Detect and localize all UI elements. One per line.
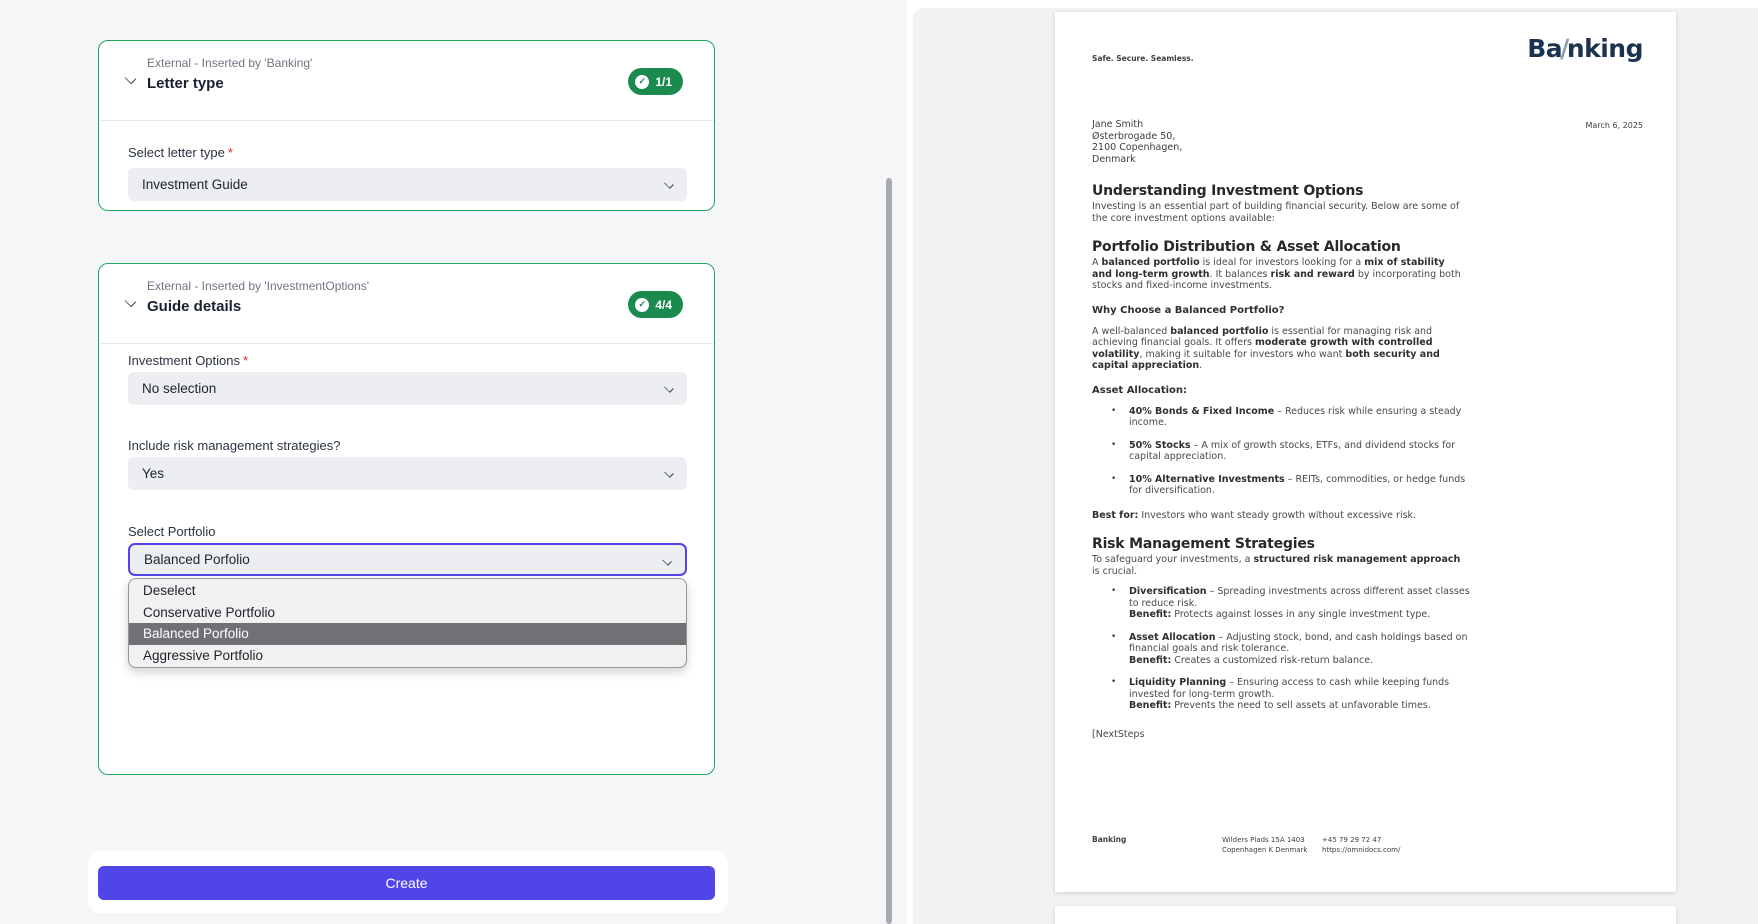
check-circle-icon: ✓ [635, 298, 649, 312]
doc-heading-portfolio: Portfolio Distribution & Asset Allocation [1092, 239, 1401, 255]
doc-subheading-asset-allocation: Asset Allocation: [1092, 384, 1188, 396]
list-item: • 40% Bonds & Fixed Income – Reduces risk while ensuring a steady income. [1092, 406, 1470, 429]
document-page [1055, 12, 1676, 892]
risk-strategies-label: Include risk management strategies? [128, 438, 341, 453]
create-button[interactable]: Create [98, 866, 715, 900]
risk-strategies-list [1092, 586, 1470, 712]
section-guide-details [98, 263, 715, 775]
doc-paragraph: A well-balanced balanced portfolio is essential for managing risk and achieving financial goals. It offers moderate growth with controlled volatility, making it suitable for investors who want both security and capital appreciation. [1092, 325, 1440, 371]
select-portfolio-label: Select Portfolio [128, 524, 216, 539]
dropdown-option-balanced[interactable]: Balanced Porfolio [129, 623, 686, 645]
chevron-down-icon[interactable] [125, 72, 137, 84]
doc-heading-understanding: Understanding Investment Options [1092, 183, 1364, 199]
portfolio-dropdown-menu [128, 578, 687, 668]
list-item: • 50% Stocks – A mix of growth stocks, ETFs, and dividend stocks for capital appreciation. [1092, 440, 1470, 463]
risk-strategies-value: Yes [142, 466, 165, 481]
check-circle-icon: ✓ [635, 75, 649, 89]
section-title: Guide details [147, 298, 242, 315]
recipient-address: Jane Smith Østerbrogade 50, 2100 Copenhagen, Denmark [1092, 119, 1183, 165]
asset-allocation-list [1092, 406, 1470, 497]
chevron-down-icon [662, 557, 672, 565]
doc-paragraph-best-for: Best for: Investors who want steady growth without excessive risk. [1092, 509, 1417, 521]
status-badge [628, 291, 683, 318]
doc-paragraph: To safeguard your investments, a structured risk management approach is crucial. [1092, 554, 1461, 577]
doc-heading-risk: Risk Management Strategies [1092, 536, 1315, 552]
doc-paragraph: A balanced portfolio is ideal for investors looking for a mix of stability and long-term growth. It balances risk and reward by incorporating both stocks and fixed-income investments. [1092, 257, 1461, 291]
banking-logo: Ba∕nking [1527, 34, 1643, 63]
section-letter-type [98, 40, 715, 211]
divider [99, 120, 714, 121]
dropdown-option-deselect[interactable]: Deselect [143, 583, 196, 599]
badge-count: 1/1 [655, 74, 672, 89]
select-portfolio-select[interactable] [128, 543, 687, 576]
letter-type-label: Select letter type * [128, 145, 233, 160]
create-button-container [88, 851, 728, 913]
investment-options-label: Investment Options * [128, 353, 249, 368]
select-portfolio-value: Balanced Porfolio [144, 552, 250, 567]
logo-slash-icon: ∕ [1560, 34, 1569, 63]
letter-type-select[interactable] [128, 168, 687, 201]
required-asterisk: * [227, 145, 233, 160]
investment-options-value: No selection [142, 381, 217, 396]
list-item: • Diversification – Spreading investments across different asset classes to reduce risk. Benefit: Protects against losses in any single investment type. [1092, 586, 1470, 621]
status-badge [628, 68, 683, 95]
letter-type-value: Investment Guide [142, 177, 248, 192]
doc-paragraph-next-steps: [NextSteps [1092, 728, 1145, 740]
dropdown-option-conservative[interactable]: Conservative Portfolio [143, 604, 276, 620]
list-item: • Liquidity Planning – Ensuring access to cash while keeping funds invested for long-term growth. Benefit: Prevents the need to sell assets at unfavorable times. [1092, 677, 1470, 712]
risk-strategies-select[interactable] [128, 457, 687, 490]
section-source-label: External - Inserted by 'InvestmentOptions' [147, 279, 370, 293]
section-title: Letter type [147, 75, 224, 92]
doc-date: March 6, 2025 [1585, 121, 1643, 130]
chevron-down-icon [664, 180, 674, 188]
footer-address: Wilders Plads 15A 1403 Copenhagen K Denmark [1222, 836, 1308, 854]
preview-background [913, 8, 1758, 924]
section-source-label: External - Inserted by 'Banking' [147, 56, 313, 70]
document-page-2 [1055, 906, 1676, 924]
dropdown-option-aggressive[interactable]: Aggressive Portfolio [143, 647, 264, 663]
investment-options-select[interactable] [128, 372, 687, 405]
chevron-down-icon[interactable] [125, 295, 137, 307]
doc-subheading-why: Why Choose a Balanced Portfolio? [1092, 304, 1285, 316]
doc-paragraph: Investing is an essential part of building financial security. Below are some of the core investment options available: [1092, 201, 1460, 224]
footer-brand: Banking [1092, 835, 1127, 844]
required-asterisk: * [243, 353, 249, 368]
list-item: • Asset Allocation – Adjusting stock, bond, and cash holdings based on financial goals and risk tolerance. Benefit: Creates a customized risk-return balance. [1092, 632, 1470, 667]
divider [99, 343, 714, 344]
chevron-down-icon [664, 384, 674, 392]
badge-count: 4/4 [655, 297, 672, 312]
preview-panel [907, 0, 1758, 924]
list-item: • 10% Alternative Investments – REITs, commodities, or hedge funds for diversification. [1092, 474, 1470, 497]
doc-tagline: Safe. Secure. Seamless. [1092, 54, 1194, 63]
footer-contact: +45 79 29 72 47 https://omnidocs.com/ [1322, 836, 1401, 854]
scrollbar[interactable] [886, 178, 892, 924]
chevron-down-icon [664, 469, 674, 477]
